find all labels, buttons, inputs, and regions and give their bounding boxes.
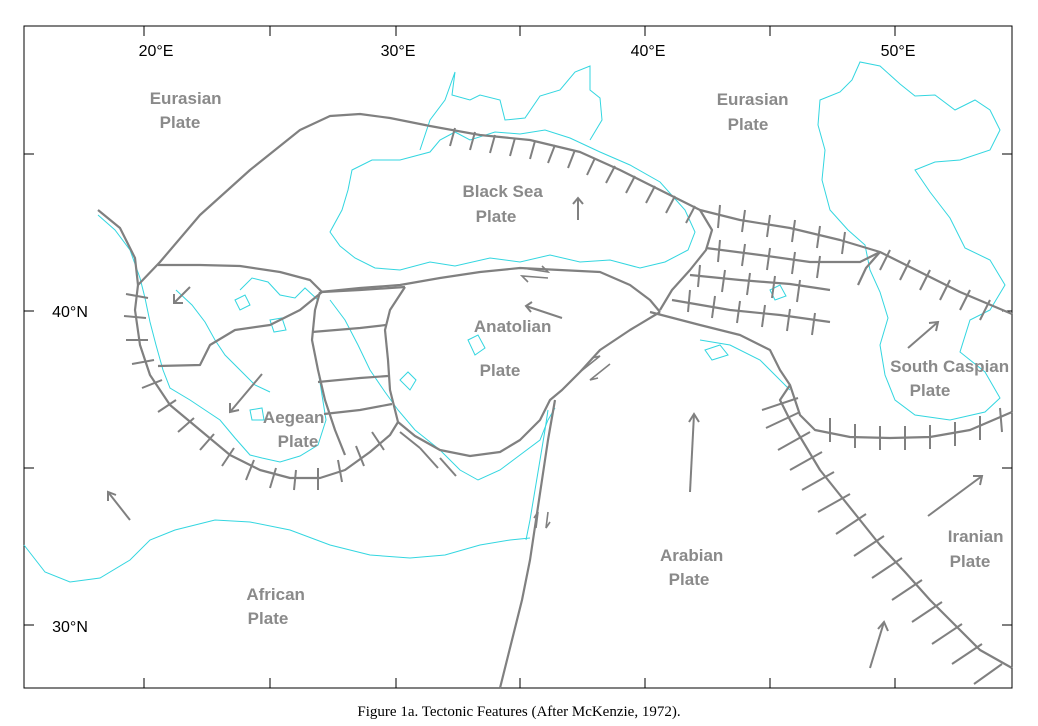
plate-boundaries [98,114,1012,688]
longitude-label-30e: 30°E [380,43,416,60]
longitude-label-20e: 20°E [138,43,174,60]
plate-label-iranian: Iranian Plate [947,527,1004,571]
plate-label-anatolian: Anatolian Plate [473,317,552,380]
plate-label-eurasian-east: Eurasian Plate [716,90,789,134]
latitude-label-30n: 30°N [52,619,88,636]
longitude-label-40e: 40°E [630,43,666,60]
plate-label-black-sea: Black Sea Plate [462,182,543,226]
plate-label-aegean: Aegean Plate [262,408,325,451]
plate-label-african: African Plate [246,585,305,628]
plate-label-arabian: Arabian Plate [659,546,724,589]
latitude-label-40n: 40°N [52,304,88,321]
longitude-label-50e: 50°E [880,43,916,60]
plate-label-eurasian-west: Eurasian Plate [149,89,222,132]
plate-label-south-caspian: South Caspian Plate [890,357,1010,400]
figure-caption: Figure 1a. Tectonic Features (After McKenzie, 1972). [357,704,681,720]
